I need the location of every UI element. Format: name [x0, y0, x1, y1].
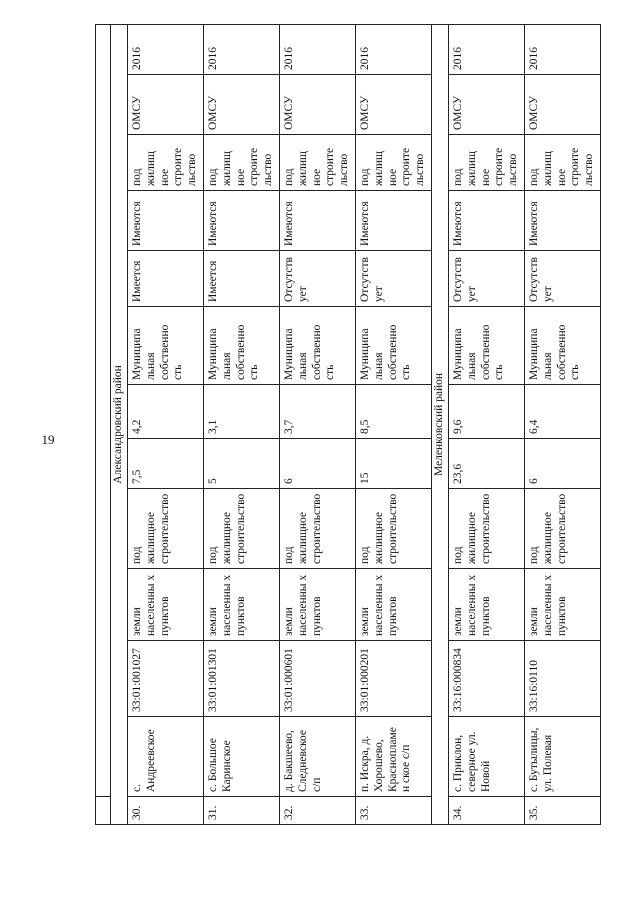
infrastructure-cell: Отсутств ует — [279, 251, 355, 307]
land-category-cell: земли населенны х пунктов — [128, 569, 204, 641]
purpose-cell: под жилищ ное строите льство — [448, 135, 524, 191]
blank-cell — [96, 24, 111, 796]
year-cell: 2016 — [355, 24, 431, 74]
location-cell: с. Андреевское — [128, 717, 204, 797]
utilities-cell: Имеются — [128, 191, 204, 251]
initiator-cell: ОМСУ — [355, 75, 431, 135]
row-number: 30. — [128, 797, 204, 825]
blank-cell — [96, 797, 111, 825]
year-cell: 2016 — [448, 24, 524, 74]
ownership-cell: Муниципа льная собственно сть — [355, 307, 431, 385]
utilities-cell: Имеются — [203, 191, 279, 251]
permitted-use-cell: под жилищное строительство — [448, 489, 524, 569]
location-cell: п. Искра, д. Хорошево, Краснопламен ское с/п — [355, 717, 431, 797]
row-number: 32. — [279, 797, 355, 825]
ownership-cell: Муниципа льная собственно сть — [448, 307, 524, 385]
area-cell: 15 — [355, 439, 431, 489]
value-cell: 3,7 — [279, 385, 355, 439]
row-number: 33. — [355, 797, 431, 825]
utilities-cell: Имеются — [279, 191, 355, 251]
cadastral-number-cell: 33:16:0110 — [524, 641, 600, 717]
location-cell: с. Бутылицы, ул. Полевая — [524, 717, 600, 797]
infrastructure-cell: Имеется — [128, 251, 204, 307]
row-number: 31. — [203, 797, 279, 825]
land-category-cell: земли населенны х пунктов — [524, 569, 600, 641]
utilities-cell: Имеются — [355, 191, 431, 251]
area-cell: 6 — [524, 439, 600, 489]
infrastructure-cell: Отсутств ует — [355, 251, 431, 307]
permitted-use-cell: под жилищное строительство — [524, 489, 600, 569]
purpose-cell: под жилищ ное строите льство — [524, 135, 600, 191]
area-cell: 7,5 — [128, 439, 204, 489]
rotated-table-wrapper — [95, 25, 635, 825]
section-header-row — [111, 24, 128, 824]
land-plots-table — [95, 24, 601, 825]
table-body — [96, 24, 601, 824]
purpose-cell: под жилищ ное строите льство — [279, 135, 355, 191]
section-title: Меленковский район — [431, 24, 448, 824]
infrastructure-cell: Отсутств ует — [448, 251, 524, 307]
page-number: 19 — [41, 432, 55, 447]
cadastral-number-cell: 33:01:000201 — [355, 641, 431, 717]
infrastructure-cell: Отсутств ует — [524, 251, 600, 307]
ownership-cell: Муниципа льная собственно сть — [203, 307, 279, 385]
infrastructure-cell: Имеется — [203, 251, 279, 307]
utilities-cell: Имеются — [448, 191, 524, 251]
area-cell: 23,6 — [448, 439, 524, 489]
cadastral-number-cell: 33:01:001027 — [128, 641, 204, 717]
cadastral-number-cell: 33:01:000601 — [279, 641, 355, 717]
location-cell: с. Приклон, северное ул. Новой — [448, 717, 524, 797]
permitted-use-cell: под жилищное строительство — [128, 489, 204, 569]
cadastral-number-cell: 33:01:001301 — [203, 641, 279, 717]
ownership-cell: Муниципа льная собственно сть — [524, 307, 600, 385]
table-row — [355, 24, 431, 824]
value-cell: 6,4 — [524, 385, 600, 439]
permitted-use-cell: под жилищное строительство — [203, 489, 279, 569]
value-cell: 8,5 — [355, 385, 431, 439]
area-cell: 6 — [279, 439, 355, 489]
location-cell: с. Большое Каринское — [203, 717, 279, 797]
purpose-cell: под жилищ ное строите льство — [355, 135, 431, 191]
area-cell: 5 — [203, 439, 279, 489]
land-category-cell: земли населенны х пунктов — [203, 569, 279, 641]
table-row — [448, 24, 524, 824]
land-category-cell: земли населенны х пунктов — [448, 569, 524, 641]
value-cell: 9,6 — [448, 385, 524, 439]
utilities-cell: Имеются — [524, 191, 600, 251]
row-number: 35. — [524, 797, 600, 825]
year-cell: 2016 — [279, 24, 355, 74]
land-category-cell: земли населенны х пунктов — [355, 569, 431, 641]
year-cell: 2016 — [128, 24, 204, 74]
year-cell: 2016 — [524, 24, 600, 74]
ownership-cell: Муниципа льная собственно сть — [128, 307, 204, 385]
initiator-cell: ОМСУ — [524, 75, 600, 135]
table-row — [279, 24, 355, 824]
permitted-use-cell: под жилищное строительство — [355, 489, 431, 569]
location-cell: д. Бакшеево, Следневское с/п — [279, 717, 355, 797]
cadastral-number-cell: 33:16:000834 — [448, 641, 524, 717]
table-row — [524, 24, 600, 824]
ownership-cell: Муниципа льная собственно сть — [279, 307, 355, 385]
land-category-cell: земли населенны х пунктов — [279, 569, 355, 641]
value-cell: 3,1 — [203, 385, 279, 439]
initiator-cell: ОМСУ — [203, 75, 279, 135]
top-blank-row — [96, 24, 111, 824]
row-number: 34. — [448, 797, 524, 825]
table-row — [203, 24, 279, 824]
section-title: Александровский район — [111, 24, 128, 824]
purpose-cell: под жилищ ное строите льство — [203, 135, 279, 191]
initiator-cell: ОМСУ — [279, 75, 355, 135]
initiator-cell: ОМСУ — [128, 75, 204, 135]
value-cell: 4,2 — [128, 385, 204, 439]
section-header-row — [431, 24, 448, 824]
purpose-cell: под жилищ ное строите льство — [128, 135, 204, 191]
permitted-use-cell: под жилищное строительство — [279, 489, 355, 569]
initiator-cell: ОМСУ — [448, 75, 524, 135]
year-cell: 2016 — [203, 24, 279, 74]
table-row — [128, 24, 204, 824]
